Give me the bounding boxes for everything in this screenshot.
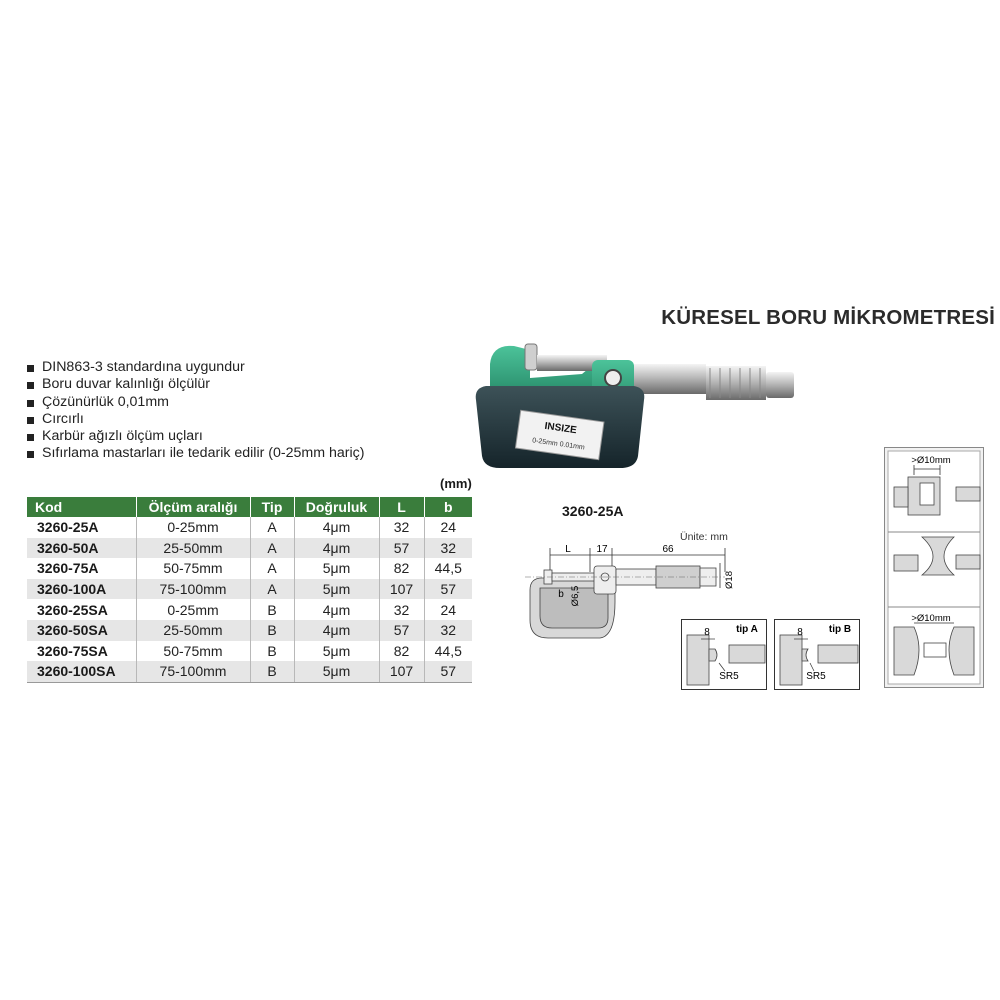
sleeve [634, 364, 706, 394]
cell-b: 44,5 [424, 558, 472, 579]
cell-l: 57 [379, 538, 424, 559]
dim-18: Ø18 [724, 571, 735, 589]
feature-item: Karbür ağızlı ölçüm uçları [26, 428, 364, 445]
range-label: 0-25mm 0.01mm [531, 437, 586, 452]
drawing-model: 3260-25A [562, 503, 624, 519]
tip-b-radius: SR5 [806, 671, 826, 682]
feature-item: Sıfırlama mastarları ile tedarik edilir (0-25mm hariç) [26, 445, 364, 462]
cell-code: 3260-100SA [27, 661, 136, 682]
col-header-b: b [424, 497, 472, 517]
cell-l: 32 [379, 599, 424, 620]
feature-list [26, 359, 364, 463]
cell-l: 107 [379, 579, 424, 600]
cell-l: 107 [379, 661, 424, 682]
tip-b-label: tip B [828, 624, 852, 635]
feature-item: Çözünürlük 0,01mm [26, 394, 364, 411]
cell-type: B [250, 641, 294, 662]
table-row [27, 661, 472, 682]
cell-range: 25-50mm [136, 620, 250, 641]
cell-range: 25-50mm [136, 538, 250, 559]
cell-accuracy: 4μm [294, 599, 379, 620]
cell-code: 3260-25SA [37, 601, 108, 618]
col-header-range: Ölçüm aralığı [136, 497, 250, 517]
cell-range: 0-25mm [136, 517, 250, 538]
feature-item: DIN863-3 standardına uygundur [26, 359, 364, 376]
cell-range: 50-75mm [136, 558, 250, 579]
cell-type: A [250, 579, 294, 600]
top-diameter-label: >Ø10mm [911, 455, 951, 466]
cell-accuracy: 5μm [294, 641, 379, 662]
cell-type: A [250, 517, 294, 538]
cell-range: 0-25mm [136, 599, 250, 620]
cell-code: 3260-75SA [37, 642, 108, 659]
cell-l: 82 [379, 641, 424, 662]
cell-b: 57 [424, 579, 472, 600]
table-header-row [27, 497, 472, 517]
cell-accuracy: 4μm [294, 517, 379, 538]
cell-accuracy: 4μm [294, 620, 379, 641]
bottom-diameter-label: >Ø10mm [911, 613, 951, 624]
cell-type: A [250, 538, 294, 559]
cell-l: 82 [379, 558, 424, 579]
applications-panel [884, 447, 984, 688]
cell-b: 32 [424, 620, 472, 641]
cell-code: 3260-50A [27, 538, 136, 559]
col-header-accuracy: Doğruluk [294, 497, 379, 517]
table-row [27, 641, 472, 662]
cell-type: B [250, 661, 294, 682]
spec-table [27, 497, 472, 683]
feature-item: Cırcırlı [26, 411, 364, 428]
cell-range: 75-100mm [136, 579, 250, 600]
tip-a-radius: SR5 [719, 671, 739, 682]
page-title: KÜRESEL BORU MİKROMETRESİ [661, 306, 995, 329]
cell-l: 57 [379, 620, 424, 641]
dim-l: L [565, 544, 571, 555]
col-header-l: L [379, 497, 424, 517]
cell-code: 3260-50SA [27, 620, 136, 641]
cell-range: 50-75mm [136, 641, 250, 662]
tip-a-dim: 8 [704, 627, 710, 638]
feature-item: Boru duvar kalınlığı ölçülür [26, 376, 364, 393]
cell-l: 32 [379, 517, 424, 538]
dim-b: b [558, 589, 564, 600]
cell-code: 3260-25A [37, 519, 99, 536]
tip-a-diagram [681, 619, 767, 690]
cell-code: 3260-100A [27, 579, 136, 600]
table-row [27, 558, 472, 579]
cell-accuracy: 5μm [294, 558, 379, 579]
dim-65: Ø6,5 [570, 585, 581, 607]
cell-accuracy: 4μm [294, 538, 379, 559]
cell-type: B [250, 620, 294, 641]
cell-range: 75-100mm [136, 661, 250, 682]
cell-b: 44,5 [424, 641, 472, 662]
cell-b: 32 [424, 538, 472, 559]
table-row [27, 579, 472, 600]
cell-accuracy: 5μm [294, 661, 379, 682]
dim-66: 66 [662, 544, 674, 555]
table-row [27, 517, 472, 538]
unit-note: Ünite: mm [680, 531, 728, 543]
cell-type: A [250, 558, 294, 579]
thimble [706, 366, 766, 400]
tip-a-label: tip A [736, 624, 758, 635]
ratchet [766, 372, 794, 398]
tip-b-diagram [774, 619, 860, 690]
cell-b: 24 [424, 599, 472, 620]
cell-code: 3260-75A [37, 560, 99, 577]
cell-b: 24 [424, 517, 472, 538]
table-row [27, 620, 472, 641]
cell-accuracy: 5μm [294, 579, 379, 600]
brand-logo: INSIZE [543, 420, 578, 437]
product-photo [470, 338, 800, 470]
unit-label: (mm) [440, 476, 472, 491]
cell-b: 57 [424, 661, 472, 682]
table-row [27, 599, 472, 620]
lock-knob [605, 370, 621, 386]
tip-b-dim: 8 [797, 627, 803, 638]
cell-type: B [250, 599, 294, 620]
table-row [27, 538, 472, 559]
col-header-code: Kod [27, 497, 136, 517]
dim-17: 17 [596, 544, 608, 555]
col-header-type: Tip [250, 497, 294, 517]
